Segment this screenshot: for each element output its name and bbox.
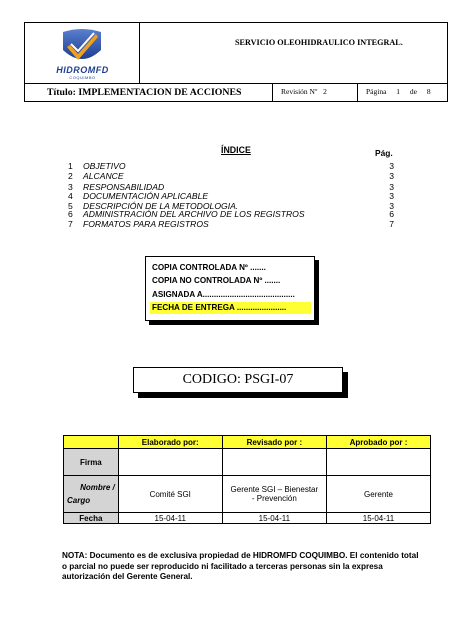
company-name: HIDROMFD	[56, 65, 109, 75]
ownership-note: NOTA: Documento es de exclusiva propiedad de HIDROMFD COQUIMBO. El contenido total o parcial no puede ser reproducido ni facilitado a terceras personas sin la expresa autorización del Gerente General.	[62, 551, 419, 581]
firma-revisado	[222, 449, 326, 476]
logo-cell	[25, 23, 140, 83]
nombre-cargo-label: Nombre / Cargo	[64, 476, 119, 513]
nombre-revisado: Gerente SGI – Bienestar - Prevención	[222, 476, 326, 513]
page-number: Página 1 de 8	[366, 87, 431, 96]
copy-delivery-date: FECHA DE ENTREGA ......................	[152, 303, 287, 312]
copy-assigned: ASIGNADA A.........................................	[152, 290, 295, 299]
header-aprobado: Aprobado por :	[326, 436, 430, 449]
service-title: SERVICIO OLEOHIDRAULICO INTEGRAL.	[235, 38, 403, 47]
table-row-nombre	[64, 476, 431, 513]
nombre-aprobado: Gerente	[326, 476, 430, 513]
revision: Revisión Nº 2	[281, 87, 327, 96]
document-code: CODIGO: PSGI-07	[133, 367, 343, 393]
company-sub: COQUIMBO	[69, 75, 96, 80]
firma-aprobado	[326, 449, 430, 476]
signature-table	[63, 435, 431, 524]
fecha-label: Fecha	[64, 513, 119, 524]
fecha-aprobado: 15-04-11	[326, 513, 430, 524]
nombre-elaborado: Comité SGI	[118, 476, 222, 513]
copy-control-box	[145, 256, 315, 321]
header-elaborado: Elaborado por:	[118, 436, 222, 449]
index-title: ÍNDICE	[221, 145, 251, 155]
title-value: IMPLEMENTACION DE ACCIONES	[78, 87, 242, 98]
index-page-header: Pág.	[375, 148, 393, 158]
firma-elaborado	[118, 449, 222, 476]
table-row-fecha	[64, 513, 431, 524]
company-logo-icon	[59, 28, 105, 64]
document-header	[24, 22, 448, 102]
fecha-elaborado: 15-04-11	[118, 513, 222, 524]
document-title	[47, 87, 241, 98]
table-header-row	[64, 436, 431, 449]
fecha-revisado: 15-04-11	[222, 513, 326, 524]
title-label: Título:	[47, 87, 76, 98]
copy-controlled: COPIA CONTROLADA Nº .......	[152, 263, 266, 272]
header-revisado: Revisado por :	[222, 436, 326, 449]
table-row-firma	[64, 449, 431, 476]
firma-label: Firma	[64, 449, 119, 476]
copy-uncontrolled: COPIA NO CONTROLADA Nº .......	[152, 276, 281, 285]
